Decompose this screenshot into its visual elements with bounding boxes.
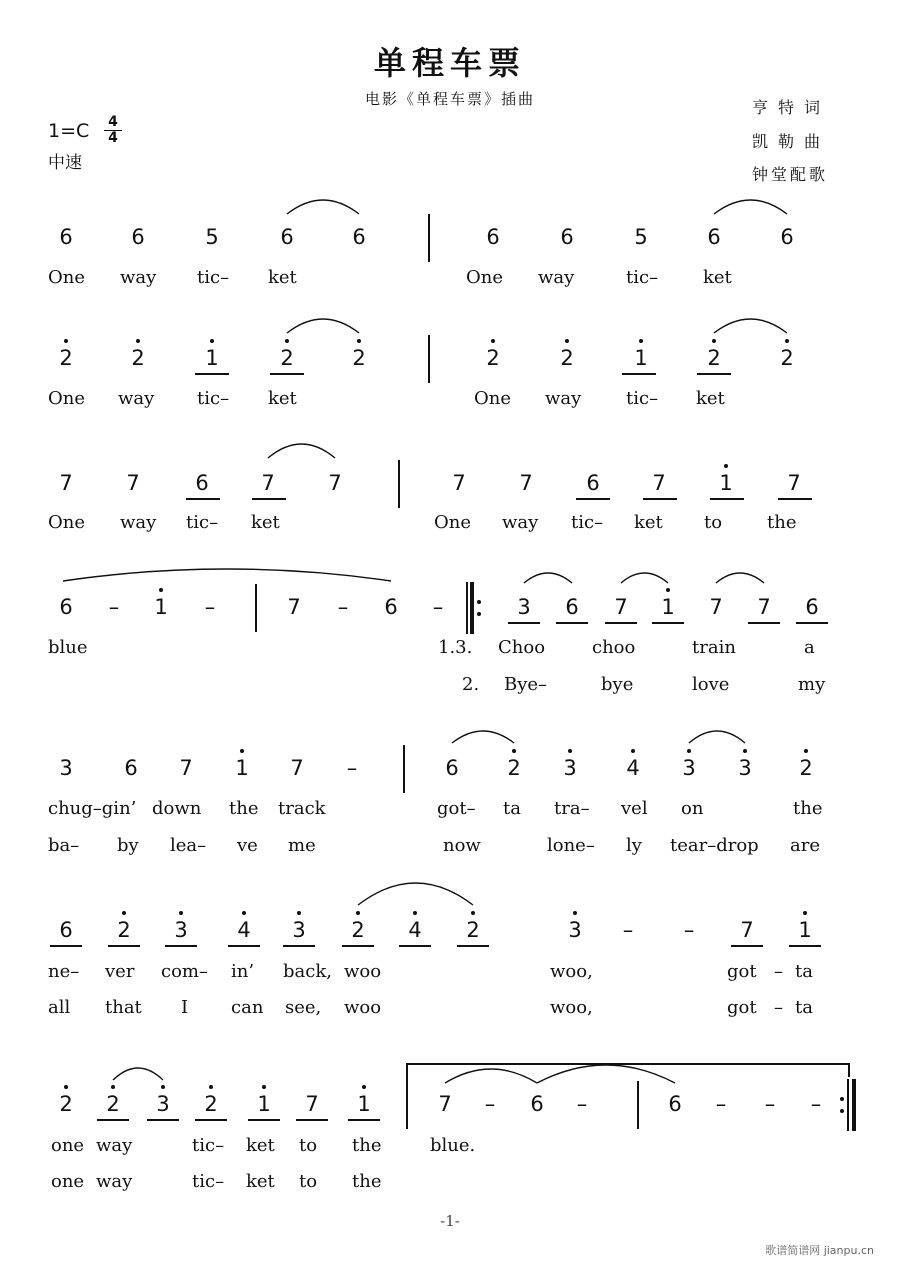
note-digit: 1: [661, 595, 675, 619]
note-digit: 2: [466, 918, 480, 942]
lyric-word: tic–: [626, 388, 659, 409]
slur: [537, 1065, 675, 1083]
note-digit: 6: [780, 225, 794, 249]
note-digit: 7: [59, 471, 73, 495]
note-digit: 2: [707, 346, 721, 370]
note-digit: 4: [626, 756, 640, 780]
lyric-word: 2.: [462, 674, 480, 695]
note-digit: 2: [131, 346, 145, 370]
note-digit: 4: [408, 918, 422, 942]
note-digit: 2: [59, 346, 73, 370]
lyric-word: in’: [231, 961, 255, 982]
lyric-word: One: [474, 388, 512, 409]
note-digit: 2: [280, 346, 294, 370]
note-digit: 1: [798, 918, 812, 942]
song-title: 单程车票: [373, 44, 526, 82]
lyric-word: ta: [503, 798, 521, 819]
hold-dash: –: [715, 1092, 727, 1116]
note-digit: 2: [799, 756, 813, 780]
slur: [452, 731, 514, 743]
lyric-word: choo: [592, 637, 636, 658]
slur: [358, 883, 473, 905]
lyricist-credit: 亨特词: [752, 98, 831, 117]
slur: [689, 731, 745, 743]
lyric-word: to: [704, 512, 723, 533]
lyric-word: One: [48, 512, 86, 533]
note-digit: 1: [205, 346, 219, 370]
note-digit: 3: [59, 756, 73, 780]
lyric-word: the: [352, 1135, 382, 1156]
hold-dash: –: [432, 595, 444, 619]
lyric-word: ta: [795, 961, 813, 982]
note-digit: 2: [486, 346, 500, 370]
lyric-word: –: [774, 997, 783, 1018]
tempo-marking: 中速: [48, 153, 82, 173]
note-digit: 7: [328, 471, 342, 495]
lyric-word: tra–: [554, 798, 590, 819]
hold-dash: –: [683, 918, 695, 942]
lyric-word: see,: [285, 997, 322, 1018]
lyric-word: a: [804, 637, 815, 658]
note-digit: 3: [292, 918, 306, 942]
note-digit: 1: [235, 756, 249, 780]
note-digit: 5: [634, 225, 648, 249]
note-digit: 6: [59, 918, 73, 942]
lyric-word: my: [798, 674, 826, 695]
lyric-word: way: [545, 388, 582, 409]
lyric-word: ly: [626, 835, 642, 856]
lyric-word: I: [181, 997, 189, 1018]
note-digit: 7: [438, 1092, 452, 1116]
watermark: 歌谱简谱网 jianpu.cn: [765, 1244, 874, 1257]
note-digit: 1: [357, 1092, 371, 1116]
lyric-word: to: [299, 1135, 318, 1156]
hold-dash: –: [346, 756, 358, 780]
lyric-word: ne–: [48, 961, 80, 982]
lyric-word: can: [231, 997, 264, 1018]
note-digit: 1: [634, 346, 648, 370]
lyric-word: got–: [437, 798, 476, 819]
note-digit: 5: [205, 225, 219, 249]
hold-dash: –: [622, 918, 634, 942]
slur: [63, 569, 391, 581]
hold-dash: –: [484, 1092, 496, 1116]
lyric-word: tic–: [192, 1171, 225, 1192]
lyric-word: ba–: [48, 835, 80, 856]
note-digit: 2: [507, 756, 521, 780]
slur: [268, 444, 335, 458]
note-digit: 6: [195, 471, 209, 495]
note-digit: 6: [530, 1092, 544, 1116]
hold-dash: –: [108, 595, 120, 619]
note-digit: 2: [351, 918, 365, 942]
lyric-word: way: [96, 1171, 133, 1192]
note-digit: 3: [568, 918, 582, 942]
lyric-word: back,: [283, 961, 332, 982]
lyric-word: way: [120, 512, 157, 533]
note-digit: 1: [257, 1092, 271, 1116]
note-digit: 6: [805, 595, 819, 619]
slur: [716, 573, 764, 583]
hold-dash: –: [764, 1092, 776, 1116]
note-digit: 2: [59, 1092, 73, 1116]
note-digit: 3: [156, 1092, 170, 1116]
note-digit: 7: [261, 471, 275, 495]
note-digit: 6: [384, 595, 398, 619]
lyric-word: ket: [246, 1171, 275, 1192]
lyric-word: ket: [696, 388, 725, 409]
note-digit: 3: [682, 756, 696, 780]
lyric-word: way: [120, 267, 157, 288]
slur: [445, 1069, 537, 1083]
note-digit: 7: [305, 1092, 319, 1116]
arranger-credit: 钟堂配歌: [752, 165, 829, 184]
lyric-word: got: [727, 961, 757, 982]
note-digit: 6: [707, 225, 721, 249]
time-signature-bottom: 4: [108, 130, 118, 146]
note-digit: 2: [560, 346, 574, 370]
lyric-word: lone–: [547, 835, 595, 856]
note-digit: 7: [287, 595, 301, 619]
lyric-word: woo: [344, 961, 382, 982]
time-signature-top: 4: [104, 115, 122, 131]
lyric-word: now: [443, 835, 481, 856]
note-digit: 7: [787, 471, 801, 495]
lyric-word: –: [774, 961, 783, 982]
note-digit: 2: [204, 1092, 218, 1116]
lyric-word: lea–: [170, 835, 207, 856]
lyric-word: Choo: [498, 637, 546, 658]
note-digit: 7: [290, 756, 304, 780]
lyric-word: down: [152, 798, 202, 819]
lyric-word: track: [278, 798, 326, 819]
note-digit: 4: [237, 918, 251, 942]
lyric-word: One: [434, 512, 472, 533]
note-digit: 2: [117, 918, 131, 942]
lyric-word: blue.: [430, 1135, 476, 1156]
lyric-word: tic–: [571, 512, 604, 533]
hold-dash: –: [337, 595, 349, 619]
lyric-word: ket: [251, 512, 280, 533]
hold-dash: –: [204, 595, 216, 619]
note-digit: 7: [126, 471, 140, 495]
lyric-word: to: [299, 1171, 318, 1192]
note-digit: 7: [740, 918, 754, 942]
lyric-word: train: [692, 637, 736, 658]
lyric-word: tear–drop: [670, 835, 759, 856]
lyric-word: love: [692, 674, 730, 695]
lyric-word: com–: [161, 961, 208, 982]
lyric-word: by: [117, 835, 139, 856]
lyric-word: One: [48, 267, 86, 288]
lyric-word: woo: [344, 997, 382, 1018]
note-digit: 1: [719, 471, 733, 495]
slur: [287, 319, 359, 333]
note-digit: 6: [565, 595, 579, 619]
lyric-word: the: [793, 798, 823, 819]
note-digit: 2: [352, 346, 366, 370]
hold-dash: –: [576, 1092, 588, 1116]
note-digit: 7: [709, 595, 723, 619]
slur: [113, 1068, 163, 1080]
note-digit: 2: [106, 1092, 120, 1116]
key-signature: 1=C: [48, 120, 90, 142]
lyric-word: got: [727, 997, 757, 1018]
lyric-word: ket: [268, 388, 297, 409]
lyric-word: the: [352, 1171, 382, 1192]
lyric-word: way: [118, 388, 155, 409]
slur: [524, 573, 572, 583]
lyric-word: One: [466, 267, 504, 288]
note-digit: 2: [780, 346, 794, 370]
note-digit: 6: [280, 225, 294, 249]
lyric-word: one: [51, 1171, 85, 1192]
page-number: -1-: [440, 1212, 460, 1230]
composer-credit: 凯勒曲: [752, 132, 831, 151]
note-digit: 6: [486, 225, 500, 249]
note-digit: 1: [154, 595, 168, 619]
lyric-word: way: [538, 267, 575, 288]
hold-dash: –: [810, 1092, 822, 1116]
note-digit: 7: [179, 756, 193, 780]
note-digit: 6: [560, 225, 574, 249]
song-subtitle: 电影《单程车票》插曲: [364, 90, 535, 108]
lyric-word: one: [51, 1135, 85, 1156]
note-digit: 7: [757, 595, 771, 619]
note-digit: 6: [124, 756, 138, 780]
lyric-word: on: [681, 798, 704, 819]
note-digit: 6: [131, 225, 145, 249]
lyric-word: tic–: [197, 267, 230, 288]
note-digit: 7: [614, 595, 628, 619]
note-digit: 7: [452, 471, 466, 495]
slur: [714, 200, 787, 214]
lyric-word: are: [790, 835, 820, 856]
lyric-word: that: [105, 997, 142, 1018]
note-digit: 6: [59, 225, 73, 249]
lyric-word: tic–: [626, 267, 659, 288]
lyric-word: 1.3.: [438, 637, 473, 658]
lyric-word: blue: [48, 637, 88, 658]
slur: [621, 573, 668, 583]
note-digit: 6: [586, 471, 600, 495]
lyric-word: tic–: [197, 388, 230, 409]
note-digit: 6: [445, 756, 459, 780]
note-digit: 3: [738, 756, 752, 780]
lyric-word: ket: [634, 512, 663, 533]
lyric-word: the: [229, 798, 259, 819]
lyric-word: me: [288, 835, 316, 856]
lyric-word: tic–: [192, 1135, 225, 1156]
note-digit: 6: [668, 1092, 682, 1116]
lyric-word: tic–: [186, 512, 219, 533]
lyric-word: the: [767, 512, 797, 533]
note-digit: 7: [652, 471, 666, 495]
lyric-word: One: [48, 388, 86, 409]
lyric-word: ket: [246, 1135, 275, 1156]
lyric-word: way: [502, 512, 539, 533]
lyric-word: Bye–: [504, 674, 548, 695]
lyric-word: all: [48, 997, 71, 1018]
note-digit: 6: [352, 225, 366, 249]
lyric-word: bye: [601, 674, 634, 695]
lyric-word: ket: [268, 267, 297, 288]
lyric-word: vel: [621, 798, 648, 819]
lyric-word: chug–gin’: [48, 798, 137, 819]
note-digit: 7: [519, 471, 533, 495]
lyric-word: woo,: [550, 997, 593, 1018]
lyric-word: ket: [703, 267, 732, 288]
lyric-word: ve: [237, 835, 258, 856]
lyric-word: woo,: [550, 961, 593, 982]
lyric-word: ver: [105, 961, 135, 982]
note-digit: 3: [563, 756, 577, 780]
slur: [714, 319, 787, 333]
lyric-word: ta: [795, 997, 813, 1018]
slur: [287, 200, 359, 214]
lyric-word: way: [96, 1135, 133, 1156]
note-digit: 3: [517, 595, 531, 619]
note-digit: 6: [59, 595, 73, 619]
note-digit: 3: [174, 918, 188, 942]
